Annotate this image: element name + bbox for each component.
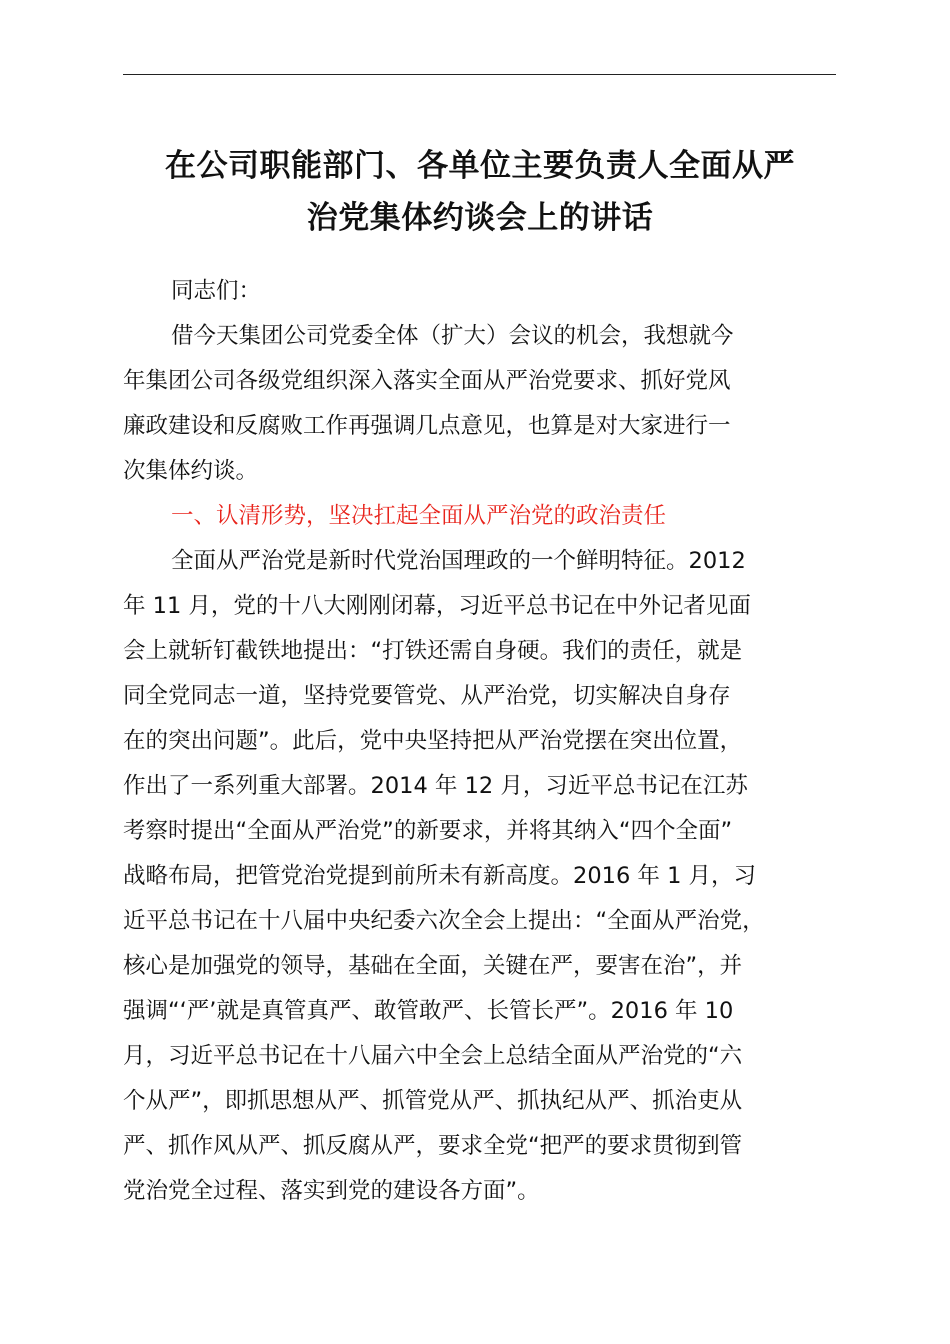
intro-line: 次集体约谈。 — [123, 458, 259, 484]
intro-line: 年集团公司各级党组织深入落实全面从严治党要求、抓好党风 — [123, 368, 731, 394]
body-line: 年 11 月，党的十八大刚刚闭幕，习近平总书记在中外记者见面 — [123, 593, 751, 619]
body-line: 会上就斩钉截铁地提出：“打铁还需自身硬。我们的责任，就是 — [123, 638, 743, 664]
title-line-1: 在公司职能部门、各单位主要负责人全面从严 — [165, 148, 795, 184]
body-paragraph — [123, 539, 837, 1214]
body-line: 在的突出问题”。此后，党中央坚持把从严治党摆在突出位置， — [123, 728, 743, 754]
body-line: 严、抓作风从严、抓反腐从严，要求全党“把严的要求贯彻到管 — [123, 1133, 743, 1159]
document-body — [123, 140, 837, 1214]
body-line: 核心是加强党的领导，基础在全面，关键在严，要害在治”，并 — [123, 953, 743, 979]
body-line: 近平总书记在十八届中央纪委六次全会上提出：“全面从严治党， — [123, 908, 765, 934]
body-line: 战略布局，把管党治党提到前所未有新高度。2016 年 1 月，习 — [123, 863, 757, 889]
intro-line: 借今天集团公司党委全体（扩大）会议的机会，我想就今 — [171, 323, 734, 349]
salutation: 同志们： — [171, 278, 262, 304]
body-line: 月，习近平总书记在十八届六中全会上总结全面从严治党的“六 — [123, 1043, 743, 1069]
body-line: 个从严”，即抓思想从严、抓管党从严、抓执纪从严、抓治吏从 — [123, 1088, 743, 1114]
body-line: 作出了一系列重大部署。2014 年 12 月，习近平总书记在江苏 — [123, 773, 748, 799]
title-line-2: 治党集体约谈会上的讲话 — [306, 200, 654, 236]
body-line: 考察时提出“全面从严治党”的新要求，并将其纳入“四个全面” — [123, 818, 733, 844]
body-line: 全面从严治党是新时代党治国理政的一个鲜明特征。2012 — [171, 548, 746, 574]
body-line: 党治党全过程、落实到党的建设各方面”。 — [123, 1178, 540, 1204]
body-line: 强调“‘严’就是真管真严、敢管敢严、长管长严”。2016 年 10 — [123, 998, 734, 1024]
header-rule — [123, 74, 836, 75]
intro-line: 廉政建设和反腐败工作再强调几点意见，也算是对大家进行一 — [123, 413, 731, 439]
section-heading-1: 一、认清形势，坚决扛起全面从严治党的政治责任 — [171, 503, 667, 529]
intro-paragraph — [123, 314, 837, 494]
document-title — [123, 140, 837, 244]
body-line: 同全党同志一道，坚持党要管党、从严治党，切实解决自身存 — [123, 683, 731, 709]
